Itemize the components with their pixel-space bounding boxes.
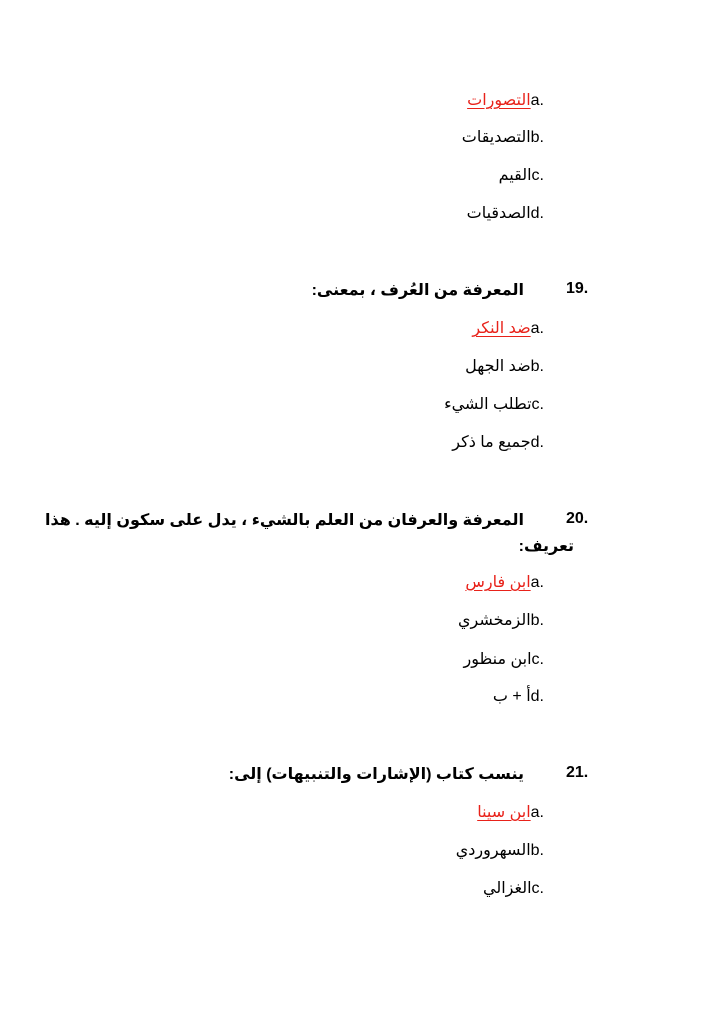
question-text: المعرفة من العُرف ، بمعنى: bbox=[311, 282, 524, 299]
option-letter: c. bbox=[531, 167, 544, 184]
option-text: الغزالي bbox=[483, 880, 532, 897]
option-letter: a. bbox=[530, 320, 544, 337]
option-b[interactable] bbox=[456, 840, 550, 860]
option-a[interactable] bbox=[467, 90, 550, 110]
option-letter: d. bbox=[530, 688, 544, 705]
option-text: ابن فارس bbox=[465, 574, 531, 591]
option-c[interactable] bbox=[483, 878, 550, 898]
option-text: الزمخشري bbox=[457, 612, 531, 629]
option-d[interactable] bbox=[493, 686, 550, 706]
option-c[interactable] bbox=[444, 394, 550, 414]
question-number: 21. bbox=[566, 764, 589, 781]
option-a[interactable] bbox=[477, 802, 550, 822]
question-number: 20. bbox=[566, 510, 589, 527]
option-text: ضد الجهل bbox=[465, 358, 531, 375]
question-text-line1: المعرفة والعرفان من العلم بالشيء ، يدل على سكون إليه . هذا bbox=[45, 512, 524, 529]
option-letter: a. bbox=[530, 804, 544, 821]
option-text: التصورات bbox=[467, 92, 531, 109]
option-text: التصديقات bbox=[461, 129, 531, 146]
option-a[interactable] bbox=[465, 572, 550, 592]
question-text-line2: تعريف: bbox=[518, 538, 574, 555]
option-letter: a. bbox=[530, 574, 544, 591]
option-text: أ + ب bbox=[492, 688, 531, 705]
option-c[interactable] bbox=[464, 649, 551, 669]
option-text: السهروردي bbox=[455, 842, 531, 859]
question-text: ينسب كتاب (الإشارات والتنبيهات) إلى: bbox=[228, 766, 524, 783]
option-letter: c. bbox=[531, 651, 544, 668]
option-a[interactable] bbox=[472, 318, 550, 338]
option-d[interactable] bbox=[467, 203, 550, 223]
option-text: الصدقيات bbox=[466, 205, 531, 222]
option-text: تطلب الشيء bbox=[444, 396, 532, 413]
option-letter: c. bbox=[531, 880, 544, 897]
question-number: 19. bbox=[566, 280, 589, 297]
option-letter: b. bbox=[530, 129, 544, 146]
option-letter: d. bbox=[530, 205, 544, 222]
option-text: ابن سينا bbox=[477, 804, 531, 821]
option-c[interactable] bbox=[499, 165, 550, 185]
option-text: جميع ما ذكر bbox=[452, 434, 531, 451]
option-letter: a. bbox=[530, 92, 544, 109]
option-letter: b. bbox=[530, 842, 544, 859]
option-letter: c. bbox=[531, 396, 544, 413]
option-text: ضد النكر bbox=[472, 320, 531, 337]
option-text: ابن منظور bbox=[463, 651, 532, 668]
option-letter: d. bbox=[530, 434, 544, 451]
option-b[interactable] bbox=[458, 610, 550, 630]
option-text: القيم bbox=[498, 167, 532, 184]
option-b[interactable] bbox=[465, 356, 550, 376]
option-letter: b. bbox=[530, 612, 544, 629]
option-b[interactable] bbox=[462, 127, 550, 147]
option-d[interactable] bbox=[452, 432, 550, 452]
option-letter: b. bbox=[530, 358, 544, 375]
